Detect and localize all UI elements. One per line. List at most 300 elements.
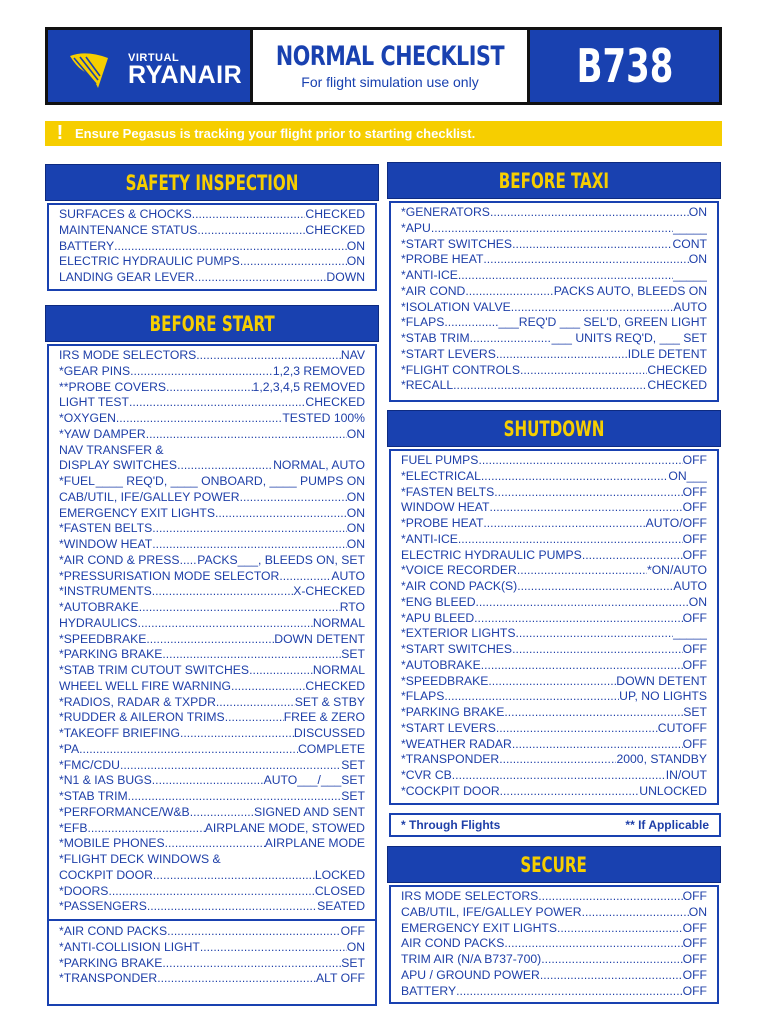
item-value: OFF [682, 983, 707, 998]
safety-inspection-header [45, 164, 379, 201]
checklist-item [59, 789, 365, 805]
dot-leader [476, 595, 689, 611]
item-value: OFF [682, 610, 707, 625]
item-label: *PASSENGERS [59, 899, 147, 914]
item-label: LANDING GEAR LEVER [59, 270, 195, 284]
checklist-item [401, 642, 707, 658]
checklist-item [59, 726, 365, 742]
checklist-item [401, 268, 707, 284]
item-value: OFF [682, 453, 707, 467]
checklist-item [401, 469, 707, 485]
dot-leader [146, 427, 347, 443]
item-label: MAINTENANCE STATUS [59, 222, 198, 237]
item-value: DOWN DETENT [274, 631, 365, 646]
safety-inspection-list [47, 203, 377, 291]
dot-leader [180, 726, 294, 742]
item-label: *START LEVERS [401, 720, 496, 735]
checklist-item [59, 836, 365, 852]
item-label: *FASTEN BELTS [59, 521, 153, 536]
dot-leader [197, 223, 305, 239]
dot-leader [496, 721, 658, 737]
checklist-item [59, 553, 365, 569]
item-value: 1,2,3 REMOVED [272, 363, 365, 378]
dot-leader [500, 784, 640, 800]
item-label: *OXYGEN [59, 411, 116, 425]
before-start-items [59, 348, 365, 915]
dot-leader [162, 647, 341, 663]
checklist-item [401, 347, 707, 363]
dot-leader [538, 889, 682, 905]
item-value: ON [688, 205, 707, 219]
item-label: CAB/UTIL, IFE/GALLEY POWER [401, 904, 582, 919]
item-label: *YAW DAMPER [59, 426, 146, 441]
checklist-item [401, 331, 707, 347]
item-label: *RADIOS, RADAR & TXPDR [59, 694, 216, 709]
before-start-after-items [59, 924, 365, 987]
item-value: X-CHECKED [293, 584, 365, 599]
item-label: *AIR COND PACK(S) [401, 579, 518, 593]
checklist-item [59, 364, 365, 380]
item-value: ON [688, 594, 707, 609]
item-value: DOWN [326, 270, 365, 284]
checklist-item [401, 595, 707, 611]
item-label: *MOBILE PHONES [59, 836, 165, 851]
checklist-item [401, 363, 707, 379]
item-label: *RUDDER & AILERON TRIMS [59, 710, 225, 725]
checklist-item [401, 936, 707, 952]
item-value: CHECKED [647, 362, 707, 377]
item-value: PACKS AUTO, BLEEDS ON [553, 283, 707, 298]
checklist-item [401, 237, 707, 253]
item-value: SET & STBY [294, 694, 365, 709]
item-label: *WEATHER RADAR [401, 736, 512, 751]
checklist-item [401, 221, 707, 237]
title-block [253, 30, 527, 102]
dot-leader [444, 315, 498, 331]
checklist-item [59, 474, 365, 490]
checklist-item [401, 658, 707, 674]
aircraft-code-block [530, 30, 719, 102]
checklist-item [401, 453, 707, 469]
checklist-item [59, 899, 365, 915]
dot-leader [146, 632, 274, 648]
item-value: OFF [682, 920, 707, 935]
dot-leader [167, 924, 340, 940]
item-value: CLOSED [314, 883, 365, 898]
item-value: OFF [682, 500, 707, 515]
dot-leader [190, 805, 254, 821]
checklist-item [401, 563, 707, 579]
item-value: IN/OUT [665, 768, 707, 782]
checklist-item [59, 411, 365, 427]
item-label: ELECTRIC HYDRAULIC PUMPS [59, 254, 240, 269]
checklist-item [59, 679, 365, 695]
dot-leader [114, 239, 347, 255]
item-label: *AIR COND & PRESS [59, 552, 180, 567]
dot-leader [504, 705, 683, 721]
dot-leader [431, 221, 673, 237]
checklist-item [59, 924, 365, 940]
checklist-item [59, 773, 365, 789]
exclamation-icon: ! [56, 122, 64, 144]
dot-leader [456, 984, 683, 1000]
item-label: AIR COND PACKS [401, 936, 505, 951]
dot-leader [541, 952, 682, 968]
dot-leader [511, 300, 674, 316]
dot-leader [165, 836, 265, 852]
dot-leader [129, 395, 305, 411]
dot-leader [453, 378, 647, 394]
warning-banner [45, 121, 722, 146]
dot-leader [240, 254, 347, 270]
item-label: IRS MODE SELECTORS [401, 889, 539, 903]
item-label: *DOORS [59, 883, 109, 898]
item-value: 2000, STANDBY [616, 752, 707, 767]
item-value: ON [346, 254, 365, 269]
item-label: *FLAPS [401, 315, 445, 330]
item-value: OFF [682, 484, 707, 499]
item-value: ON [346, 426, 365, 441]
checklist-item [401, 532, 707, 548]
dot-leader [138, 616, 313, 632]
item-label: TRIM AIR (N/A B737-700) [401, 952, 542, 966]
item-label: *FUEL [59, 474, 95, 488]
checklist-item [59, 427, 365, 443]
item-label: *SPEEDBRAKE [59, 631, 147, 646]
item-label: *TRANSPONDER [401, 752, 500, 767]
checklist-item [401, 889, 707, 905]
item-label: *PROBE HEAT [401, 516, 484, 530]
dot-leader [166, 380, 253, 396]
item-label: *ENG BLEED [401, 594, 476, 609]
item-value: ALT OFF [316, 971, 365, 986]
item-value: RTO [339, 600, 365, 614]
checklist-item [401, 548, 707, 564]
checklist-item [401, 205, 707, 221]
checklist-item [59, 490, 365, 506]
item-value: PACKS___, BLEEDS ON, SET [197, 552, 365, 567]
checklist-item [401, 579, 707, 595]
item-label: *STAB TRIM [401, 331, 470, 345]
dot-leader [225, 710, 284, 726]
item-value: ON [346, 939, 365, 954]
checklist-item [401, 485, 707, 501]
item-value: CHECKED [305, 395, 365, 410]
item-value: _____ [673, 220, 707, 235]
dot-leader [444, 689, 619, 705]
item-value: *ON/AUTO [646, 563, 707, 578]
checklist-item [401, 689, 707, 705]
dot-leader [496, 347, 628, 363]
item-value: CUTOFF [657, 720, 707, 735]
item-label: BATTERY [59, 238, 115, 253]
item-label: *PERFORMANCE/W&B [59, 804, 190, 819]
item-value: CHECKED [305, 678, 365, 693]
checklist-item [59, 695, 365, 711]
dot-leader [458, 268, 673, 284]
dot-leader [130, 364, 273, 380]
dot-leader [557, 921, 683, 937]
dot-leader [192, 207, 306, 223]
item-value: OFF [682, 657, 707, 672]
legend-through-flights: * Through Flights [401, 818, 501, 832]
item-label: FUEL PUMPS [401, 453, 479, 467]
item-value: SET [341, 647, 365, 662]
dot-leader [582, 548, 683, 564]
dot-leader [470, 331, 552, 347]
item-label: CAB/UTIL, IFE/GALLEY POWER [59, 489, 240, 504]
item-value: COMPLETE [297, 741, 365, 756]
checklist-item [59, 395, 365, 411]
checklist-item [401, 705, 707, 721]
dot-leader [215, 506, 347, 522]
item-label: *EXTERIOR LIGHTS [401, 626, 516, 641]
item-label: *FASTEN BELTS [401, 484, 495, 499]
page-title: NORMAL CHECKLIST [275, 41, 505, 72]
checklist-item [59, 584, 365, 600]
item-value: OFF [682, 952, 707, 966]
checklist-item [59, 758, 365, 774]
aircraft-code: B738 [576, 39, 673, 93]
checklist-item [401, 378, 707, 394]
checklist-item: *FLIGHT DECK WINDOWS & [59, 852, 221, 866]
item-value: ON [346, 521, 365, 536]
checklist-item [401, 721, 707, 737]
checklist-item [59, 348, 365, 364]
ryanair-logo [48, 30, 250, 102]
item-label: *START SWITCHES [401, 642, 513, 656]
item-label: *PA [59, 741, 80, 756]
dot-leader [504, 936, 682, 952]
item-value: LOCKED [314, 867, 365, 882]
checklist-item [401, 674, 707, 690]
shutdown-header [387, 410, 721, 447]
dot-leader [87, 821, 204, 837]
checklist-item [59, 537, 365, 553]
brand-small: VIRTUAL [128, 52, 180, 64]
dot-leader [249, 663, 313, 679]
secure-header [387, 846, 721, 883]
checklist-item [401, 516, 707, 532]
dot-leader [200, 940, 347, 956]
item-label: *FMC/CDU [59, 757, 120, 772]
dot-leader [177, 458, 273, 474]
item-label: *FLAPS [401, 689, 445, 704]
checklist-item [401, 968, 707, 984]
item-label: *ELECTRICAL [401, 468, 481, 483]
checklist-item [59, 270, 365, 286]
item-label: *EFB [59, 820, 88, 835]
page-subtitle: For flight simulation use only [301, 74, 479, 90]
item-value: SEATED [317, 899, 365, 914]
item-value: ON [688, 252, 707, 267]
item-value: CHECKED [305, 222, 365, 237]
before-start-header [45, 305, 379, 342]
checklist-item [401, 737, 707, 753]
dot-leader [483, 252, 688, 268]
dot-leader [458, 532, 683, 548]
checklist-item [59, 884, 365, 900]
checklist-item [59, 663, 365, 679]
checklist-item [59, 805, 365, 821]
item-label: *START LEVERS [401, 346, 496, 361]
item-value: AUTO [673, 299, 707, 314]
item-value: OFF [682, 889, 707, 903]
dot-leader [582, 905, 689, 921]
dot-leader [474, 611, 682, 627]
checklist-item [59, 868, 365, 884]
checklist-item [59, 223, 365, 239]
dot-leader [478, 453, 682, 469]
shutdown-list [389, 449, 719, 805]
item-label: *VOICE RECORDER [401, 563, 517, 578]
item-label: EMERGENCY EXIT LIGHTS [401, 920, 557, 935]
dot-leader [128, 789, 342, 805]
item-value: ON [346, 238, 365, 253]
section-title: SHUTDOWN [503, 416, 605, 441]
item-value: FREE & ZERO [283, 710, 365, 725]
item-label: *AUTOBRAKE [401, 657, 481, 672]
item-value: OFF [682, 936, 707, 951]
dot-leader [465, 284, 553, 300]
item-label: *ANTI-COLLISION LIGHT [59, 939, 200, 954]
dot-leader [152, 537, 347, 553]
dot-leader [483, 516, 645, 532]
dot-leader [540, 968, 683, 984]
checklist-item [59, 521, 365, 537]
legend-if-applicable: ** If Applicable [625, 818, 709, 832]
checklist-item [59, 971, 365, 987]
item-value: ___ UNITS REQ'D, ___ SET [551, 331, 707, 345]
item-value: OFF [682, 642, 707, 656]
dot-leader [515, 626, 673, 642]
dot-leader [216, 695, 295, 711]
item-value: _____ [673, 268, 707, 282]
item-value: CHECKED [305, 207, 365, 221]
dot-leader [512, 642, 683, 658]
dot-leader [180, 553, 198, 569]
item-label: HYDRAULICS [59, 615, 138, 630]
dot-leader [108, 884, 314, 900]
checklist-item [401, 752, 707, 768]
checklist-item [401, 952, 707, 968]
item-value: AUTO [673, 579, 707, 593]
checklist-item [401, 315, 707, 331]
checklist-item [59, 600, 365, 616]
dot-leader [481, 658, 683, 674]
dot-leader [194, 270, 326, 286]
item-value: UNLOCKED [639, 783, 707, 798]
brand-name: RYANAIR [128, 61, 243, 89]
warning-text: Ensure Pegasus is tracking your flight prior to starting checklist. [75, 126, 476, 141]
item-label: *PROBE HEAT [401, 252, 484, 267]
checklist-item [59, 940, 365, 956]
item-value: AIRPLANE MODE [264, 836, 365, 851]
checklist-item [59, 647, 365, 663]
item-value: OFF [682, 547, 707, 562]
dot-leader [152, 584, 293, 600]
section-title: BEFORE TAXI [498, 168, 610, 193]
item-value: CHECKED [647, 378, 707, 393]
dot-leader [488, 674, 616, 690]
item-label: ELECTRIC HYDRAULIC PUMPS [401, 547, 582, 562]
dot-leader [512, 737, 683, 753]
checklist-item [59, 207, 365, 223]
dot-leader [162, 956, 341, 972]
dot-leader [196, 348, 341, 364]
dot-leader [512, 237, 672, 253]
item-value: NORMAL [312, 615, 365, 630]
item-label: *RECALL [401, 378, 454, 393]
item-value: NAV [340, 348, 365, 362]
item-value: AUTO___/___SET [263, 773, 365, 788]
checklist-item [59, 506, 365, 522]
checklist-item [59, 254, 365, 270]
item-value: OFF [682, 531, 707, 546]
checklist-item [59, 821, 365, 837]
dot-leader [489, 500, 682, 516]
dot-leader [279, 569, 331, 585]
item-value: OFF [682, 736, 707, 751]
item-label: *AIR COND [401, 283, 466, 298]
item-label: *GEAR PINS [59, 363, 131, 378]
item-label: *TRANSPONDER [59, 971, 158, 986]
item-value: _____ [673, 626, 707, 641]
section-title: BEFORE START [149, 311, 275, 336]
item-label: *PARKING BRAKE [59, 647, 163, 662]
item-label: *TAKEOFF BRIEFING [59, 726, 180, 740]
checklist-item [59, 710, 365, 726]
item-value: ON [346, 489, 365, 504]
item-value: SET [683, 705, 707, 719]
item-value: SET [341, 789, 365, 803]
item-label: *GENERATORS [401, 205, 490, 219]
item-value: DISCUSSED [293, 726, 365, 740]
checklist-item [401, 300, 707, 316]
dot-leader [79, 742, 298, 758]
checklist-item [401, 768, 707, 784]
item-value: NORMAL, AUTO [273, 458, 365, 473]
item-value: ___REQ'D ___ SEL'D, GREEN LIGHT [498, 315, 707, 330]
checklist-item [59, 458, 365, 474]
divider [49, 919, 375, 921]
before-taxi-header [387, 162, 721, 199]
item-label: SURFACES & CHOCKS [59, 207, 192, 221]
item-value: AUTO [331, 568, 365, 583]
dot-leader [116, 411, 282, 427]
dot-leader [152, 521, 346, 537]
dot-leader [147, 899, 317, 915]
dot-leader [120, 758, 341, 774]
item-label: *WINDOW HEAT [59, 537, 153, 551]
dot-leader [153, 868, 315, 884]
item-label: WHEEL WELL FIRE WARNING [59, 678, 231, 693]
item-value: 1,2,3,4,5 REMOVED [252, 379, 365, 394]
dot-leader [517, 579, 673, 595]
item-label: WINDOW HEAT [401, 500, 490, 515]
item-label: *APU BLEED [401, 610, 475, 625]
checklist-item [401, 626, 707, 642]
dot-leader [520, 363, 647, 379]
item-value: OFF [340, 924, 365, 938]
dot-leader [240, 490, 347, 506]
dot-leader [490, 205, 689, 221]
checklist-item [401, 611, 707, 627]
item-value: UP, NO LIGHTS [619, 689, 707, 704]
checklist-item [401, 905, 707, 921]
item-value: AUTO/OFF [645, 516, 707, 530]
item-value: AIRPLANE MODE, STOWED [204, 820, 365, 835]
